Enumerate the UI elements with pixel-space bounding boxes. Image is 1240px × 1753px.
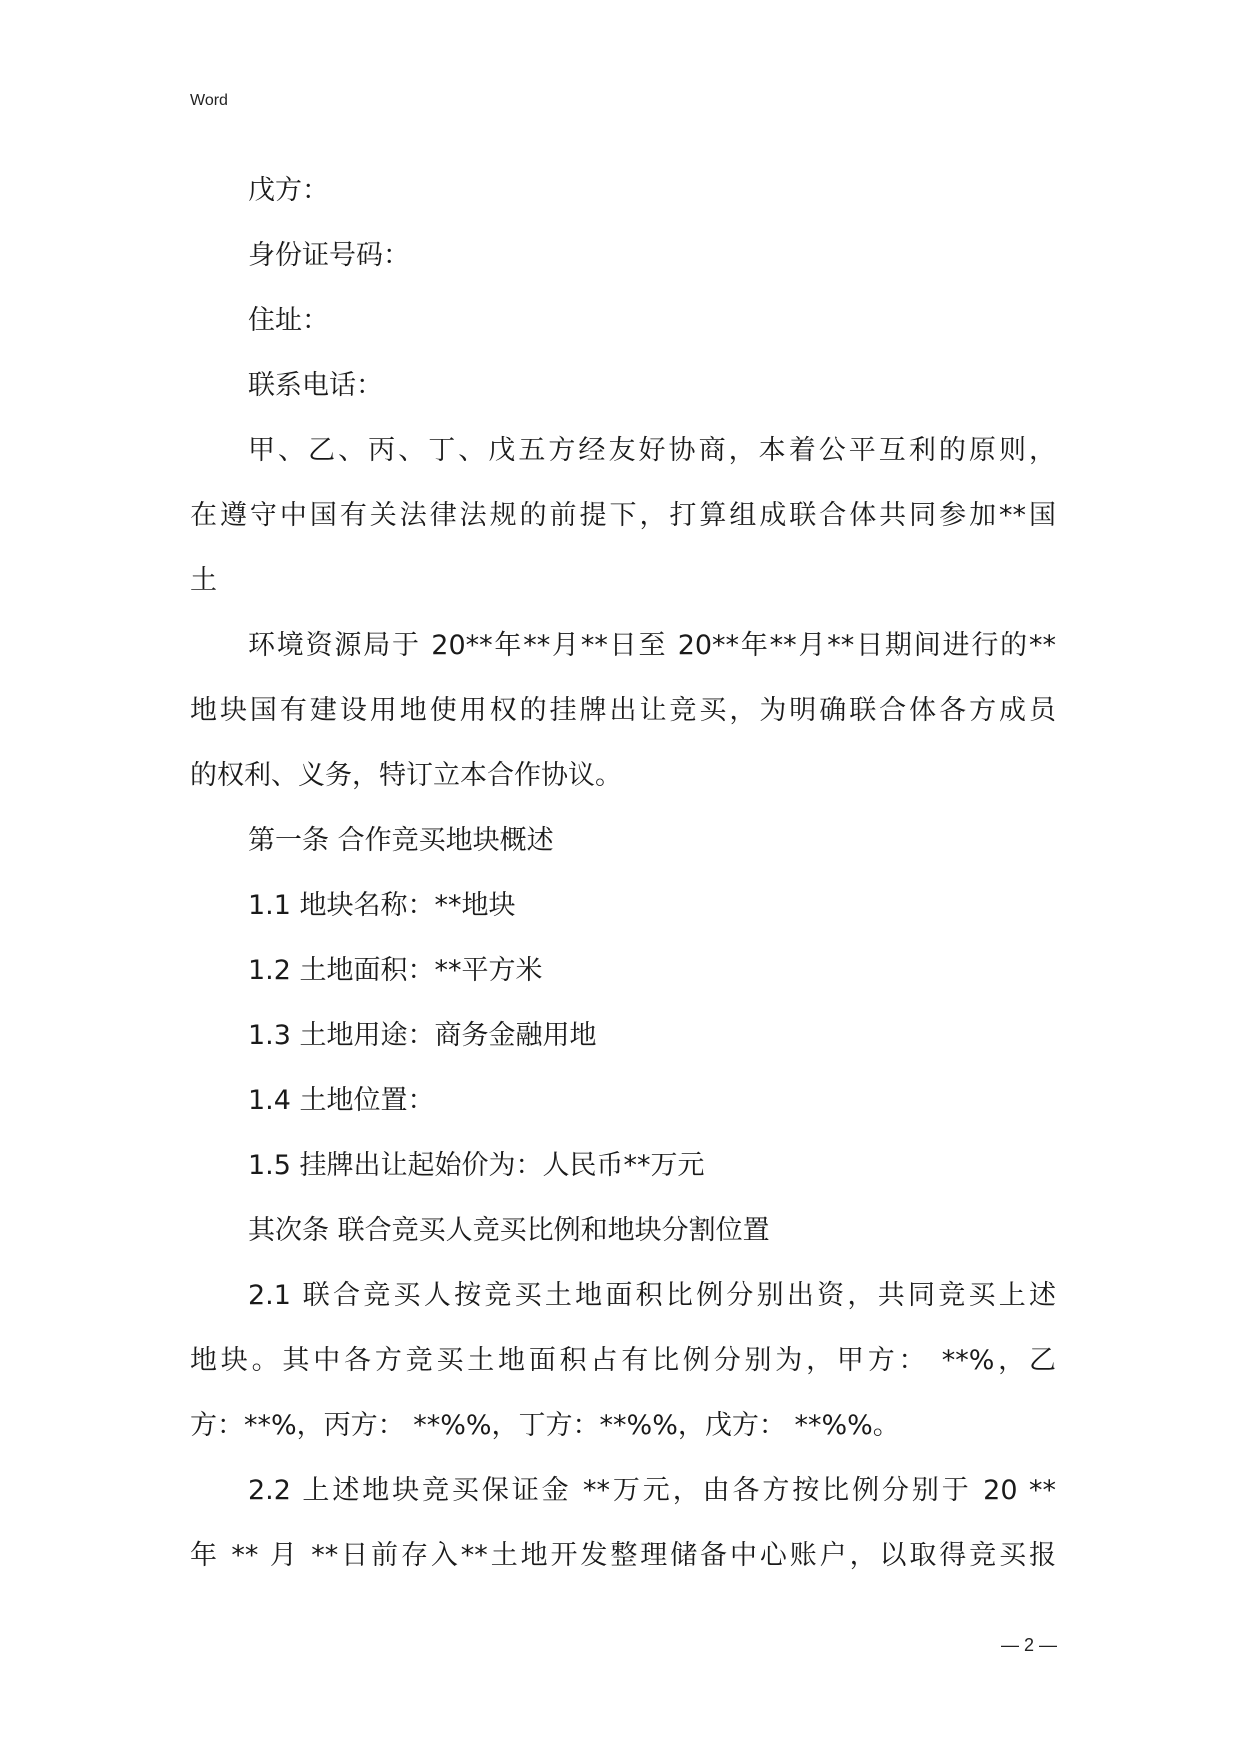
line-text: 身份证号码： [248,240,410,271]
line-text: 年 ** 月 **日前存入**土地开发整理储备中心账户，以取得竞买报 [190,1540,1056,1571]
section-heading [190,1198,1056,1263]
line-text: 的权利、义务，特订立本合作协议。 [190,760,622,791]
paragraph-line [190,613,1056,678]
line-text: 2.1 联合竞买人按竞买土地面积比例分别出资，共同竞买上述 [248,1280,1056,1311]
line-text: 第一条 合作竞买地块概述 [248,825,554,856]
paragraph-line [190,743,1056,808]
paragraph-line [190,548,1056,613]
paragraph-line [190,1393,1056,1458]
line-text: 地块。其中各方竞买土地面积占有比例分别为，甲方： **%，乙 [190,1345,1056,1376]
line-text: 方：**%，丙方： **%%，丁方：**%%，戊方： **%%。 [190,1410,900,1441]
line-text: 住址： [248,305,329,336]
header-label: Word [190,92,228,109]
line-text: 1.4 土地位置： [248,1085,435,1116]
line-text: 2.2 上述地块竞买保证金 **万元，由各方按比例分别于 20 ** [248,1475,1056,1506]
line-text: 在遵守中国有关法律法规的前提下，打算组成联合体共同参加**国 [190,500,1056,531]
document-body [190,158,1056,1588]
section-heading [190,808,1056,873]
line-text: 戊方： [248,175,329,206]
line-text: 1.2 土地面积：**平方米 [248,955,543,986]
paragraph-line [190,1068,1056,1133]
line-text: 地块国有建设用地使用权的挂牌出让竞买，为明确联合体各方成员 [190,695,1056,726]
paragraph-line [190,1523,1056,1588]
paragraph-line [190,1458,1056,1523]
line-text: 环境资源局于 20**年**月**日至 20**年**月**日期间进行的** [248,630,1056,661]
paragraph-line [190,158,1056,223]
line-text: 联系电话： [248,370,383,401]
line-text: 1.1 地块名称：**地块 [248,890,516,921]
paragraph-line [190,1263,1056,1328]
paragraph-line [190,678,1056,743]
paragraph-line [190,1133,1056,1198]
paragraph-line [190,1328,1056,1393]
paragraph-line [190,1003,1056,1068]
paragraph-line [190,483,1056,548]
paragraph-line [190,288,1056,353]
page-number: — 2 — [1000,1635,1057,1655]
paragraph-line [190,418,1056,483]
line-text: 1.5 挂牌出让起始价为：人民币**万元 [248,1150,705,1181]
line-text: 其次条 联合竞买人竞买比例和地块分割位置 [248,1215,770,1246]
paragraph-line [190,873,1056,938]
line-text: 甲、乙、丙、丁、戊五方经友好协商，本着公平互利的原则， [248,435,1056,466]
paragraph-line [190,353,1056,418]
paragraph-line [190,938,1056,1003]
paragraph-line [190,223,1056,288]
line-text: 1.3 土地用途：商务金融用地 [248,1020,597,1051]
line-text: 土 [190,565,217,596]
